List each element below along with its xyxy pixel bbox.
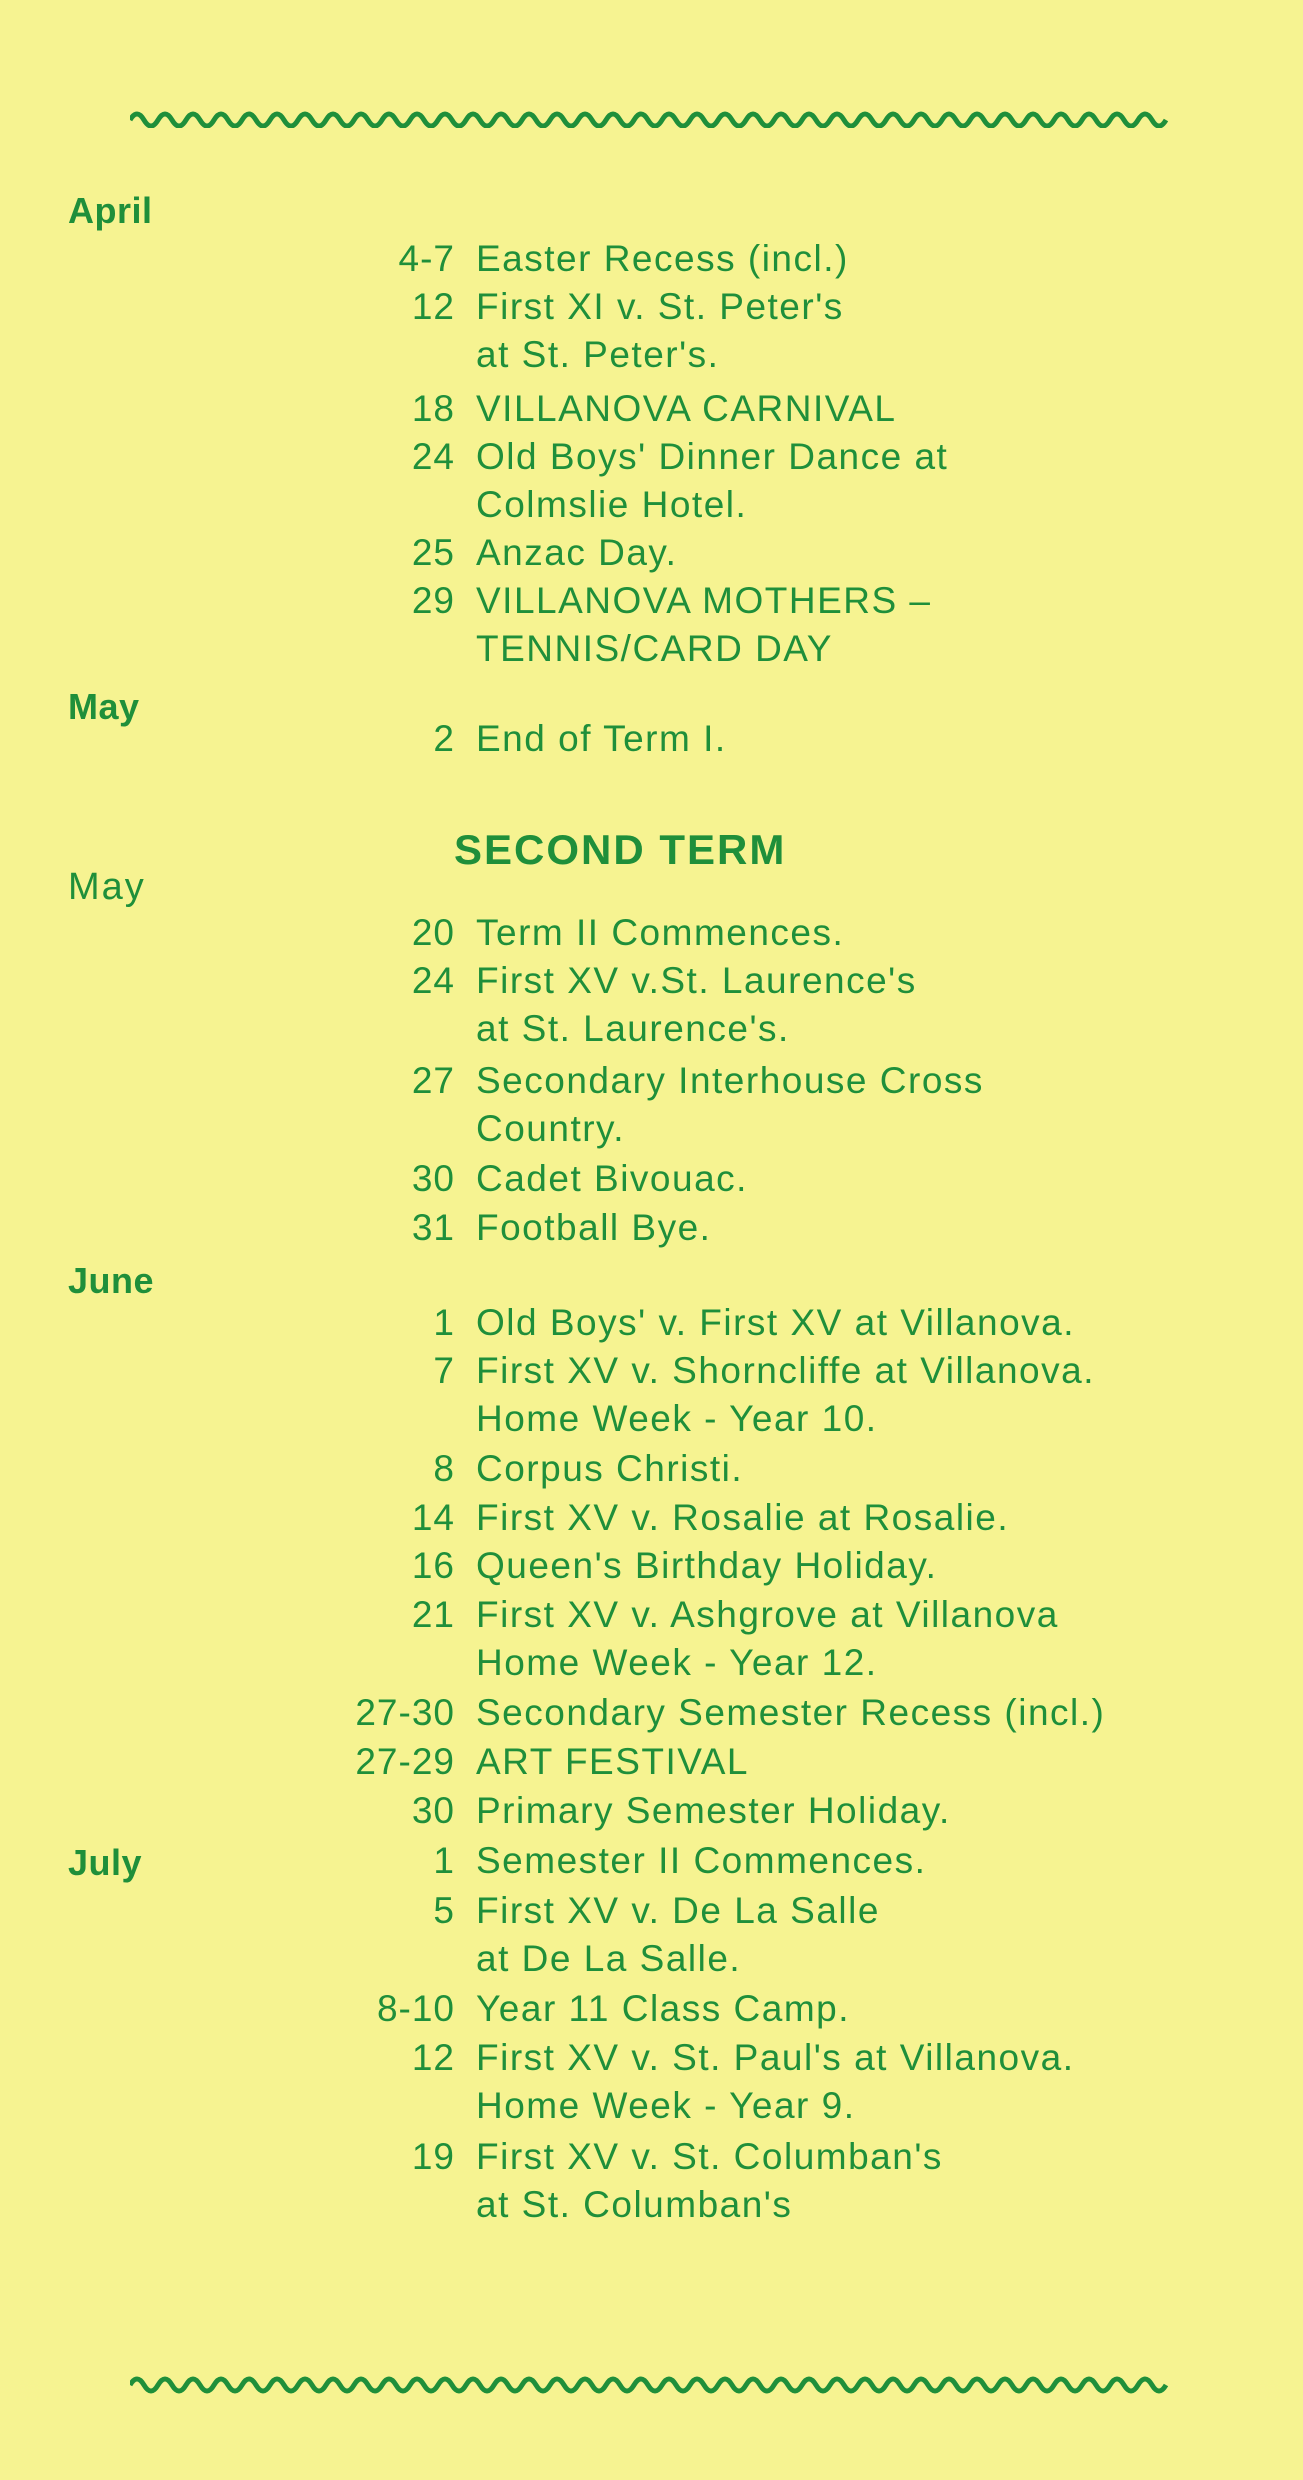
event-description: Secondary Interhouse Cross <box>476 1060 984 1101</box>
event-description: First XV v. St. Columban's <box>476 2136 943 2177</box>
event-date: 8-10 <box>376 1988 455 2029</box>
event-description: Easter Recess (incl.) <box>476 238 849 279</box>
event-description: Colmslie Hotel. <box>476 484 748 525</box>
event-date: 12 <box>411 2037 455 2078</box>
event-description: Semester II Commences. <box>476 1840 927 1881</box>
event-description: at St. Columban's <box>476 2184 793 2225</box>
decorative-border-top <box>130 106 1180 128</box>
event-date: 30 <box>411 1158 455 1199</box>
event-date: 14 <box>411 1497 455 1538</box>
event-date: 12 <box>411 286 455 327</box>
event-date: 25 <box>411 532 455 573</box>
event-date: 24 <box>411 436 455 477</box>
event-description: Home Week - Year 12. <box>476 1642 878 1683</box>
event-description: Anzac Day. <box>476 532 678 573</box>
month-label-july: July <box>68 1842 143 1883</box>
month-label-may: May <box>68 686 140 727</box>
event-description: Queen's Birthday Holiday. <box>476 1545 938 1586</box>
event-description: First XV v.St. Laurence's <box>476 960 917 1001</box>
event-description: ART FESTIVAL <box>476 1741 749 1782</box>
event-description: TENNIS/CARD DAY <box>476 628 833 669</box>
event-date: 27-29 <box>355 1741 455 1782</box>
event-description: Secondary Semester Recess (incl.) <box>476 1692 1106 1733</box>
second-term-heading: SECOND TERM <box>454 826 787 873</box>
event-date: 29 <box>411 580 455 621</box>
event-date: 4-7 <box>398 238 455 279</box>
event-description: First XV v. De La Salle <box>476 1890 880 1931</box>
event-date: 2 <box>433 718 455 759</box>
event-description: First XV v. St. Paul's at Villanova. <box>476 2037 1075 2078</box>
event-date: 7 <box>433 1350 455 1391</box>
event-description: Country. <box>476 1108 626 1149</box>
event-description: at St. Laurence's. <box>476 1008 790 1049</box>
event-date: 31 <box>411 1207 455 1248</box>
event-description: at De La Salle. <box>476 1938 742 1979</box>
month-label-may-second-term: May <box>68 866 146 908</box>
zigzag-ornament-icon <box>130 106 1180 128</box>
event-description: at St. Peter's. <box>476 334 720 375</box>
event-description: Football Bye. <box>476 1207 712 1248</box>
event-date: 18 <box>411 388 455 429</box>
event-description: First XV v. Rosalie at Rosalie. <box>476 1497 1010 1538</box>
event-description: VILLANOVA MOTHERS – <box>476 580 932 621</box>
zigzag-ornament-icon <box>130 2373 1180 2395</box>
event-description: Term II Commences. <box>476 912 845 953</box>
event-date: 20 <box>411 912 455 953</box>
event-date: 24 <box>411 960 455 1001</box>
event-date: 16 <box>411 1545 455 1586</box>
event-description: Cadet Bivouac. <box>476 1158 748 1199</box>
event-date: 5 <box>433 1890 455 1931</box>
event-date: 1 <box>433 1840 455 1881</box>
month-label-april: April <box>68 190 153 231</box>
event-date: 30 <box>411 1790 455 1831</box>
event-description: End of Term I. <box>476 718 727 759</box>
event-date: 1 <box>433 1302 455 1343</box>
event-date: 19 <box>411 2136 455 2177</box>
event-description: VILLANOVA CARNIVAL <box>476 388 897 429</box>
event-description: Home Week - Year 9. <box>476 2085 856 2126</box>
event-description: First XV v. Ashgrove at Villanova <box>476 1594 1059 1635</box>
event-description: Old Boys' Dinner Dance at <box>476 436 949 477</box>
decorative-border-bottom <box>130 2373 1180 2395</box>
event-description: Old Boys' v. First XV at Villanova. <box>476 1302 1076 1343</box>
event-description: Year 11 Class Camp. <box>476 1988 851 2029</box>
event-description: First XI v. St. Peter's <box>476 286 844 327</box>
event-description: Primary Semester Holiday. <box>476 1790 951 1831</box>
event-description: Home Week - Year 10. <box>476 1398 878 1439</box>
event-date: 21 <box>411 1594 455 1635</box>
event-date: 27-30 <box>355 1692 455 1733</box>
event-description: Corpus Christi. <box>476 1448 744 1489</box>
event-date: 8 <box>433 1448 455 1489</box>
month-label-june: June <box>68 1260 155 1301</box>
event-date: 27 <box>411 1060 455 1101</box>
event-description: First XV v. Shorncliffe at Villanova. <box>476 1350 1095 1391</box>
